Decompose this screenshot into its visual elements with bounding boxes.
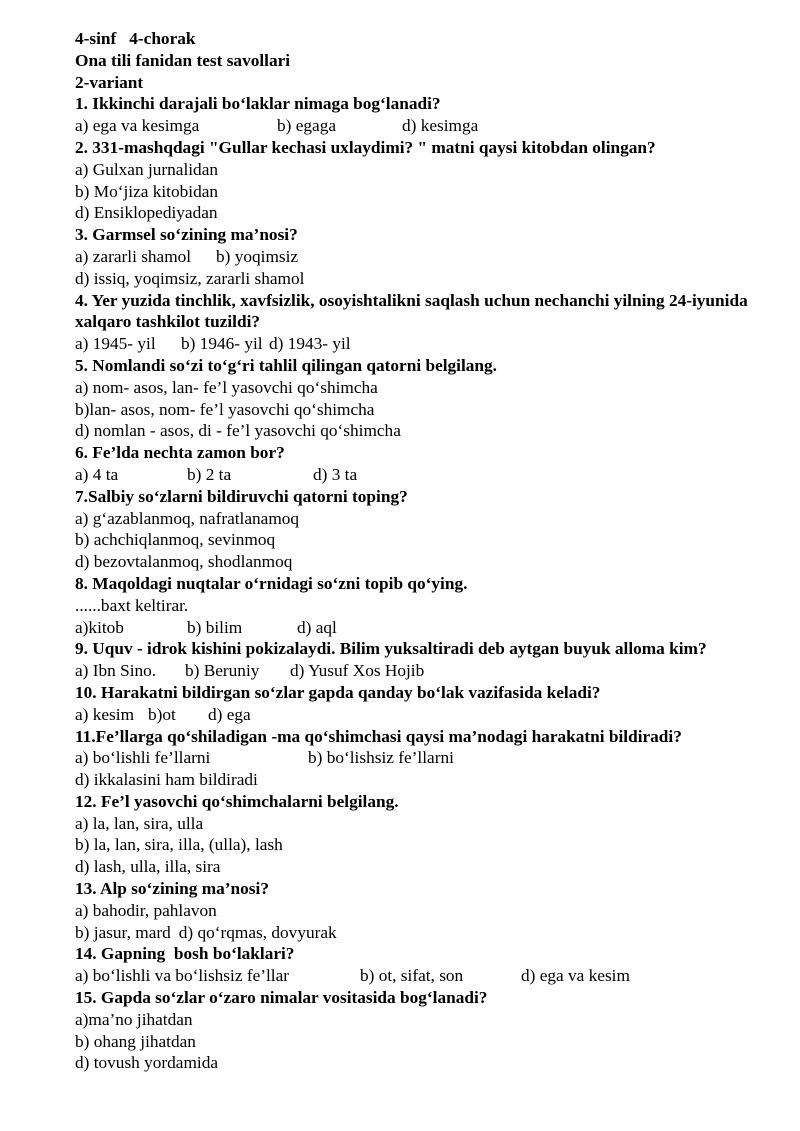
answer-option: d) qo‘rqmas, dovyurak bbox=[178, 922, 337, 942]
answer-option: a) la, lan, sira, ulla bbox=[75, 813, 204, 833]
question-text: 3. Garmsel so‘zining ma’nosi? bbox=[75, 225, 298, 245]
answer-option: d) aql bbox=[297, 617, 337, 637]
answer-option: a)ma’no jihatdan bbox=[75, 1009, 193, 1029]
answer-option: d) ega va kesim bbox=[521, 966, 630, 986]
answer-row bbox=[75, 1009, 775, 1031]
answer-option: a)kitob bbox=[75, 617, 124, 637]
answer-option: a) kesim bbox=[75, 704, 135, 724]
answer-row bbox=[75, 595, 775, 617]
answer-row bbox=[75, 813, 775, 835]
answer-option: d) issiq, yoqimsiz, zararli shamol bbox=[75, 268, 305, 288]
answer-row bbox=[75, 377, 775, 399]
header-grade: 4-sinf 4-chorak bbox=[75, 29, 196, 48]
question-text: 6. Fe’lda nechta zamon bor? bbox=[75, 443, 285, 463]
answer-option: d) Yusuf Xos Hojib bbox=[290, 661, 425, 681]
question-text: 10. Harakatni bildirgan so‘zlar gapda qanday bo‘lak vazifasida keladi? bbox=[75, 682, 601, 702]
answer-option: d) nomlan - asos, di - fe’l yasovchi qo‘shimcha bbox=[75, 421, 401, 441]
answer-option: b) egaga bbox=[277, 116, 337, 136]
answer-option: b) Mo‘jiza kitobidan bbox=[75, 181, 219, 201]
question-text: 4. Yer yuzida tinchlik, xavfsizlik, osoyishtalikni saqlash uchun nechanchi yilning 24-iyunida xalqaro tashkilot tuzildi? bbox=[75, 290, 748, 332]
header-variant: 2-variant bbox=[75, 72, 144, 92]
answer-row bbox=[75, 704, 775, 726]
answer-option: d) Ensiklopediyadan bbox=[75, 203, 218, 223]
answer-row bbox=[75, 1052, 775, 1074]
answer-option: b) 1946- yil bbox=[181, 334, 263, 354]
answer-option: b) 2 ta bbox=[187, 464, 232, 484]
answer-row bbox=[75, 900, 775, 922]
question-text: 5. Nomlandi so‘zi to‘g‘ri tahlil qilingan qatorni belgilang. bbox=[75, 355, 497, 375]
answer-option: b) bo‘lishsiz fe’llarni bbox=[308, 748, 454, 768]
answer-option: a) Ibn Sino. bbox=[75, 661, 157, 681]
answer-option: d) ikkalasini ham bildiradi bbox=[75, 770, 258, 790]
answer-row bbox=[75, 202, 775, 224]
answer-row bbox=[75, 856, 775, 878]
answer-option: b) ohang jihatdan bbox=[75, 1031, 196, 1051]
answer-option: b) Beruniy bbox=[185, 661, 260, 681]
answer-option: a) bo‘lishli fe’llarni bbox=[75, 748, 211, 768]
question-text: 8. Maqoldagi nuqtalar o‘rnidagi so‘zni topib qo‘ying. bbox=[75, 573, 468, 593]
question-text: 15. Gapda so‘zlar o‘zaro nimalar vositasida bog‘lanadi? bbox=[75, 988, 488, 1008]
answer-row bbox=[75, 333, 775, 355]
answer-row bbox=[75, 181, 775, 203]
question-list bbox=[75, 93, 775, 1074]
answer-option: d) bezovtalanmoq, shodlanmoq bbox=[75, 552, 293, 572]
answer-option: d) kesimga bbox=[402, 116, 479, 136]
answer-row bbox=[75, 660, 775, 682]
answer-option: a) 1945- yil bbox=[75, 334, 156, 354]
answer-row bbox=[75, 464, 775, 486]
answer-option: ......baxt keltirar. bbox=[75, 595, 189, 615]
answer-row bbox=[75, 529, 775, 551]
answer-row bbox=[75, 747, 775, 769]
answer-option: d) lash, ulla, illa, sira bbox=[75, 857, 221, 877]
test-page bbox=[75, 28, 775, 1074]
answer-option: b) ot, sifat, son bbox=[360, 966, 464, 986]
answer-option: d) tovush yordamida bbox=[75, 1053, 219, 1073]
answer-option: a) ega va kesimga bbox=[75, 116, 200, 136]
answer-row bbox=[75, 420, 775, 442]
answer-option: d) ega bbox=[208, 704, 251, 724]
answer-option: a) Gulxan jurnalidan bbox=[75, 159, 219, 179]
question-text: 12. Fe’l yasovchi qo‘shimchalarni belgilang. bbox=[75, 791, 399, 811]
answer-row bbox=[75, 617, 775, 639]
answer-option: b)lan- asos, nom- fe’l yasovchi qo‘shimcha bbox=[75, 399, 375, 419]
answer-option: a) bo‘lishli va bo‘lishsiz fe’llar bbox=[75, 966, 290, 986]
answer-row bbox=[75, 268, 775, 290]
question-text: 14. Gapning bosh bo‘laklari? bbox=[75, 944, 295, 964]
answer-row bbox=[75, 399, 775, 421]
answer-row bbox=[75, 965, 775, 987]
header-subject: Ona tili fanidan test savollari bbox=[75, 50, 291, 70]
answer-row bbox=[75, 159, 775, 181]
answer-row bbox=[75, 1031, 775, 1053]
answer-row bbox=[75, 551, 775, 573]
answer-option: d) 3 ta bbox=[313, 464, 358, 484]
question-text: 9. Uquv - idrok kishini pokizalaydi. Bilim yuksaltiradi deb aytgan buyuk alloma kim? bbox=[75, 639, 707, 659]
answer-row bbox=[75, 246, 775, 268]
answer-option: a) zararli shamol bbox=[75, 246, 192, 266]
answer-option: d) 1943- yil bbox=[269, 334, 351, 354]
answer-option: a) 4 ta bbox=[75, 464, 119, 484]
answer-row bbox=[75, 769, 775, 791]
question-text: 7.Salbiy so‘zlarni bildiruvchi qatorni toping? bbox=[75, 486, 408, 506]
question-text: 13. Alp so‘zining ma’nosi? bbox=[75, 879, 269, 899]
answer-row bbox=[75, 508, 775, 530]
answer-row bbox=[75, 922, 775, 944]
answer-row bbox=[75, 115, 775, 137]
question-text: 1. Ikkinchi darajali bo‘laklar nimaga bog‘lanadi? bbox=[75, 94, 441, 114]
answer-option: b)ot bbox=[148, 704, 176, 724]
answer-option: b) bilim bbox=[187, 617, 243, 637]
answer-row bbox=[75, 834, 775, 856]
question-text: 11.Fe’llarga qo‘shiladigan -ma qo‘shimchasi qaysi ma’nodagi harakatni bildiradi? bbox=[75, 726, 682, 746]
question-text: 2. 331-mashqdagi "Gullar kechasi uxlaydimi? " matni qaysi kitobdan olingan? bbox=[75, 137, 656, 157]
answer-option: a) bahodir, pahlavon bbox=[75, 900, 217, 920]
answer-option: b) yoqimsiz bbox=[216, 246, 299, 266]
answer-option: a) nom- asos, lan- fe’l yasovchi qo‘shimcha bbox=[75, 377, 378, 397]
answer-option: b) jasur, mard bbox=[75, 922, 171, 942]
answer-option: b) la, lan, sira, illa, (ulla), lash bbox=[75, 835, 283, 855]
answer-option: b) achchiqlanmoq, sevinmoq bbox=[75, 530, 276, 550]
answer-option: a) g‘azablanmoq, nafratlanamoq bbox=[75, 508, 300, 528]
